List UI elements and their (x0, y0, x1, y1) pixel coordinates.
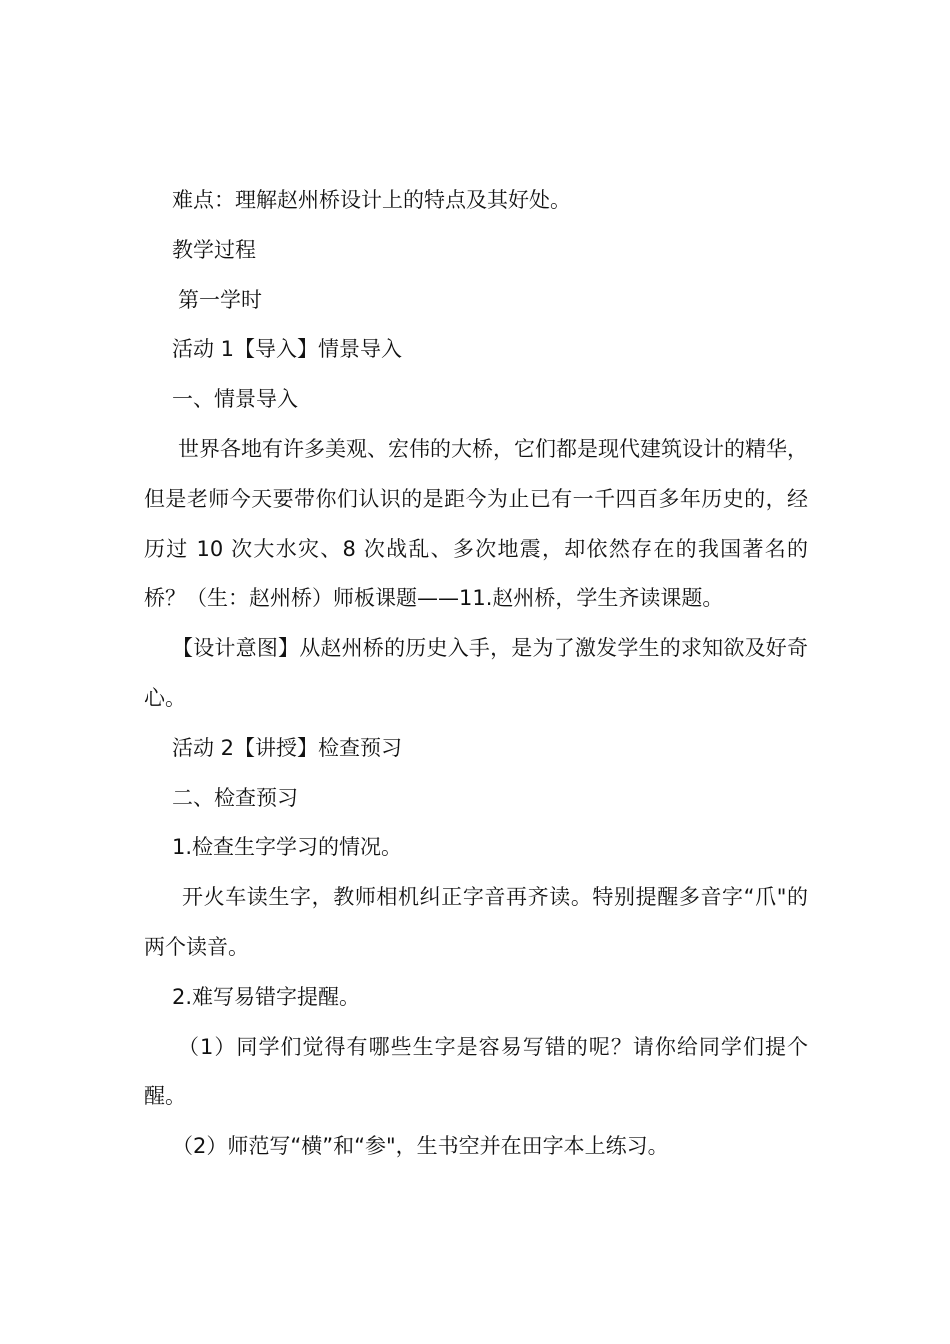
item-2-sub-1-paragraph: （1）同学们觉得有哪些生字是容易写错的呢？请你给同学们提个醒。 (144, 1034, 808, 1109)
item-1-line: 1.检查生字学习的情况。 (172, 835, 403, 860)
item-2-sub-2-line: （2）师范写“横”和“参"，生书空并在田字本上练习。 (172, 1134, 669, 1159)
teaching-process-heading: 教学过程 (172, 237, 256, 262)
item-2-line: 2.难写易错字提醒。 (172, 984, 361, 1009)
section-1-heading: 一、情景导入 (172, 387, 298, 412)
intro-paragraph: 世界各地有许多美观、宏伟的大桥，它们都是现代建筑设计的精华，但是老师今天要带你们认识的是距今为止已有一千四百多年历史的，经历过 10 次大水灾、8 次战乱、多次地震，却依然存在的我国著名的桥？（生：赵州桥）师板课题——11.赵州桥，学生齐读课题。 (144, 436, 808, 611)
activity-1-heading: 活动 1【导入】情景导入 (172, 337, 403, 362)
activity-2-heading: 活动 2【讲授】检查预习 (172, 735, 403, 760)
design-intent-paragraph: 【设计意图】从赵州桥的历史入手，是为了激发学生的求知欲及好奇心。 (144, 636, 808, 710)
section-2-heading: 二、检查预习 (172, 785, 298, 810)
document-page (144, 176, 808, 1172)
lesson-one-heading: 第一学时 (178, 287, 262, 312)
difficulty-line: 难点：理解赵州桥设计上的特点及其好处。 (172, 188, 571, 212)
item-1-detail-paragraph: 开火车读生字，教师相机纠正字音再齐读。特别提醒多音字“爪"的两个读音。 (144, 885, 808, 959)
